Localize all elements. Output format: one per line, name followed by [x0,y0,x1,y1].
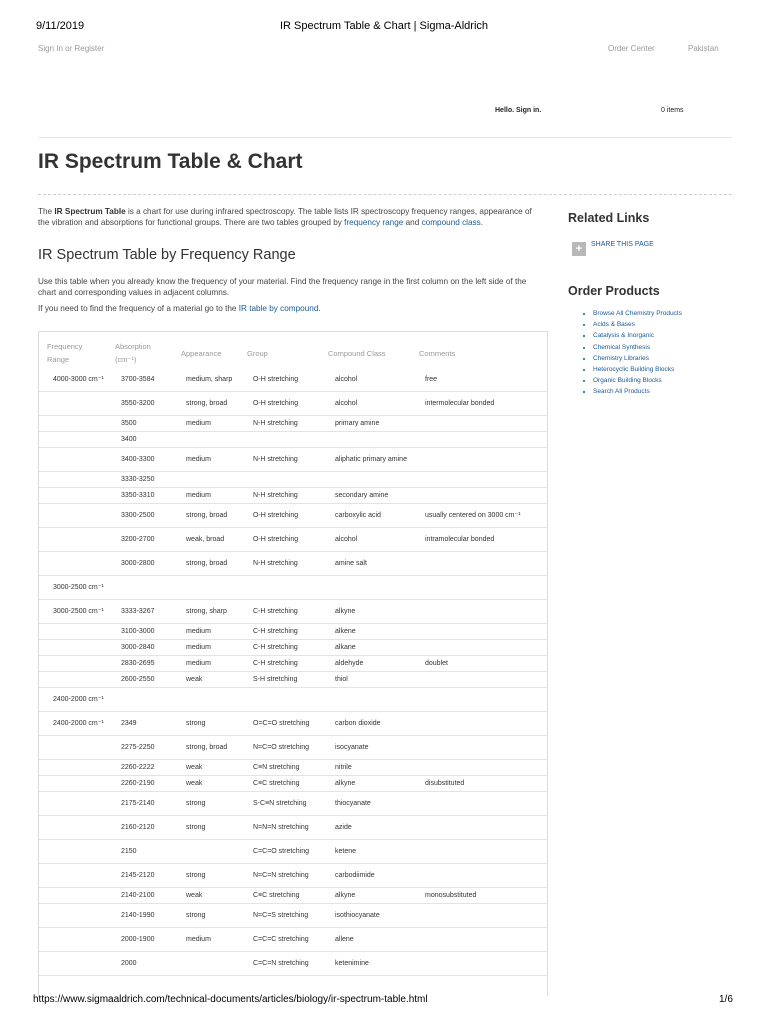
cell-compound-class: aliphatic primary amine [335,455,407,463]
cell-group: O-H stretching [253,511,299,519]
cell-group: N=C=O stretching [253,743,310,751]
table-row [39,576,547,600]
cell-appearance: strong, broad [186,559,228,567]
cell-group: N=C=N stretching [253,871,309,879]
cell-appearance: strong, broad [186,399,228,407]
compound-paragraph: If you need to find the frequency of a material go to the IR table by compound. [38,304,321,313]
table-row [39,928,547,952]
cell-appearance: medium [186,935,211,943]
cell-group: N=C=S stretching [253,911,309,919]
table-row [39,472,547,488]
table-row [39,952,547,976]
cell-group: N-H stretching [253,419,298,427]
product-link[interactable]: • Browse All Chemistry Products [593,308,682,319]
table-row [39,792,547,816]
table-header [39,332,547,368]
cell-absorption: 3400 [121,435,137,443]
cell-compound-class: nitrile [335,763,352,771]
table-row [39,816,547,840]
compound-class-link[interactable]: compound class [421,217,481,227]
header-absorption-2: (cm⁻¹) [115,355,137,364]
cell-appearance: weak [186,675,203,683]
order-center-link[interactable]: Order Center [608,44,655,53]
table-row [39,760,547,776]
table-row [39,656,547,672]
cell-group: C≡N stretching [253,763,300,771]
cell-compound-class: alcohol [335,375,358,383]
cell-absorption: 2000-1900 [121,935,155,943]
table-row [39,776,547,792]
cell-group: C=C=N stretching [253,959,309,967]
header-frequency-2: Range [47,355,70,364]
usage-paragraph: Use this table when you already know the frequency of your material. Find the frequency range in the first column on the left side of the chart and corresponding values in adjacent columns. [38,277,527,297]
intro-bold: IR Spectrum Table [54,207,126,216]
cell-group: C-H stretching [253,659,298,667]
table-row [39,640,547,656]
cell-group: O=C=O stretching [253,719,310,727]
cell-absorption: 3700-3584 [121,375,155,383]
cell-absorption: 3330-3250 [121,475,155,483]
cell-absorption: 2275-2250 [121,743,155,751]
cell-appearance: strong [186,911,206,919]
cell-comments: monosubstituted [425,891,477,899]
intro-paragraph: The IR Spectrum Table is a chart for use during infrared spectroscopy. The table lists IR spectroscopy frequency ranges, appearance of the vibration and absorptions for functional groups. There are two tables grouped by frequency range and compound class. [38,207,532,227]
cell-absorption: 3550-3200 [121,399,155,407]
cell-appearance: medium [186,419,211,427]
cell-frequency: 3000-2500 cm⁻¹ [53,583,104,591]
cell-group: O-H stretching [253,375,299,383]
cell-group: N-H stretching [253,559,298,567]
signin-link[interactable]: Sign In or Register [38,44,105,53]
cell-appearance: medium [186,455,211,463]
cell-compound-class: primary amine [335,419,380,427]
order-products-title: Order Products [568,284,660,298]
cell-appearance: strong, sharp [186,607,227,615]
cell-absorption: 3400-3300 [121,455,155,463]
cell-compound-class: secondary amine [335,491,389,499]
cell-appearance: medium, sharp [186,375,233,383]
cell-frequency: 2400-2000 cm⁻¹ [53,695,104,703]
cell-absorption: 3200-2700 [121,535,155,543]
cell-compound-class: ketenimine [335,959,369,967]
table-row [39,448,547,472]
cell-appearance: strong [186,719,206,727]
cell-compound-class: alcohol [335,399,358,407]
cell-absorption: 2260-2190 [121,779,155,787]
cell-comments: doublet [425,659,448,667]
product-link[interactable]: • Organic Building Blocks [593,375,682,386]
header-divider [38,137,732,138]
table-row [39,736,547,760]
header-compound-class: Compound Class [328,349,386,358]
cell-absorption: 3500 [121,419,137,427]
share-page-link[interactable]: SHARE THIS PAGE [591,241,654,248]
cell-compound-class: thiol [335,675,348,683]
cell-compound-class: carbodiimide [335,871,375,879]
ir-table-by-compound-link[interactable]: IR table by compound [238,304,319,313]
cell-absorption: 3333-3267 [121,607,155,615]
cell-appearance: medium [186,627,211,635]
cell-absorption: 3000-2840 [121,643,155,651]
cell-group: C≡C stretching [253,779,300,787]
cell-group: N-H stretching [253,491,298,499]
cell-absorption: 2000 [121,959,137,967]
header-group: Group [247,349,268,358]
cell-absorption: 2830-2695 [121,659,155,667]
cell-absorption: 2349 [121,719,137,727]
cell-group: N-H stretching [253,455,298,463]
cell-compound-class: carboxylic acid [335,511,381,519]
cell-group: S-H stretching [253,675,298,683]
cell-group: C-H stretching [253,627,298,635]
cell-compound-class: alkyne [335,779,356,787]
cell-group: S-C≡N stretching [253,799,307,807]
cell-absorption: 3300-2500 [121,511,155,519]
frequency-range-link[interactable]: frequency range [344,217,404,227]
print-date: 9/11/2019 [36,20,85,32]
header-comments: Comments [419,349,456,358]
table-row [39,888,547,904]
cell-absorption: 2600-2550 [121,675,155,683]
cell-appearance: strong, broad [186,743,228,751]
cell-compound-class: amine salt [335,559,367,567]
table-row [39,624,547,640]
cell-appearance: strong [186,799,206,807]
cell-compound-class: isocyanate [335,743,369,751]
cell-appearance: medium [186,659,211,667]
cell-compound-class: alkyne [335,607,356,615]
cell-compound-class: aldehyde [335,659,364,667]
product-link[interactable]: • Chemical Synthesis [593,342,682,353]
table-row [39,368,547,392]
header-appearance: Appearance [181,349,222,358]
title-divider [38,194,732,195]
product-link[interactable]: • Acids & Bases [593,319,682,330]
table-body [39,368,547,976]
product-links [582,308,682,398]
hello-signin[interactable]: Hello. Sign in. [495,107,542,114]
cell-absorption: 2140-1990 [121,911,155,919]
cell-group: C=C=C stretching [253,935,309,943]
section-title: IR Spectrum Table by Frequency Range [38,247,296,263]
cell-group: O-H stretching [253,399,299,407]
cell-frequency: 3000-2500 cm⁻¹ [53,607,104,615]
print-title: IR Spectrum Table & Chart | Sigma-Aldrich [279,20,489,32]
cell-appearance: medium [186,491,211,499]
cell-compound-class: ketene [335,847,357,855]
cell-group: O-H stretching [253,535,299,543]
print-url: https://www.sigmaaldrich.com/technical-documents/articles/biology/ir-spectrum-table.html [33,994,428,1005]
product-link[interactable]: • Heterocyclic Building Blocks [593,364,682,375]
table-row [39,392,547,416]
cell-comments: intermolecular bonded [425,399,495,407]
cell-absorption: 3350-3310 [121,491,155,499]
cell-appearance: weak [186,779,203,787]
cell-comments: disubstituted [425,779,465,787]
cell-compound-class: isothiocyanate [335,911,380,919]
cell-compound-class: alkane [335,643,356,651]
table-row [39,432,547,448]
cell-compound-class: carbon dioxide [335,719,381,727]
product-link[interactable]: • Search All Products [593,386,682,397]
header-frequency-1: Frequency [47,342,83,351]
table-row [39,504,547,528]
header-absorption-1: Absorption [115,342,151,351]
ir-frequency-table [38,331,548,996]
table-row [39,672,547,688]
cell-absorption: 3100-3000 [121,627,155,635]
cell-absorption: 2150 [121,847,137,855]
cell-compound-class: alkene [335,627,356,635]
cell-appearance: strong [186,871,206,879]
cell-appearance: strong, broad [186,511,228,519]
print-page-number: 1/6 [719,994,733,1005]
plus-icon[interactable]: + [572,242,586,256]
cell-comments: intramolecular bonded [425,535,495,543]
cell-absorption: 2260-2222 [121,763,155,771]
cell-absorption: 2140-2100 [121,891,155,899]
product-link[interactable]: • Catalysis & Inorganic [593,330,682,341]
cell-absorption: 2145-2120 [121,871,155,879]
table-row [39,488,547,504]
table-row [39,688,547,712]
table-row [39,840,547,864]
cell-comments: usually centered on 3000 cm⁻¹ [425,511,521,519]
cell-compound-class: allene [335,935,354,943]
cell-compound-class: azide [335,823,352,831]
cell-compound-class: thiocyanate [335,799,371,807]
cell-group: N=N=N stretching [253,823,309,831]
cell-compound-class: alkyne [335,891,356,899]
cell-appearance: medium [186,643,211,651]
table-row [39,552,547,576]
cell-frequency: 4000-3000 cm⁻¹ [53,375,104,383]
cell-appearance: strong [186,823,206,831]
table-row [39,600,547,624]
cell-frequency: 2400-2000 cm⁻¹ [53,719,104,727]
table-row [39,712,547,736]
cell-compound-class: alcohol [335,535,358,543]
cell-absorption: 2175-2140 [121,799,155,807]
cell-absorption: 3000-2800 [121,559,155,567]
cell-appearance: weak [186,763,203,771]
cart-items[interactable]: 0 items [661,107,684,114]
cell-absorption: 2160-2120 [121,823,155,831]
cell-appearance: weak, broad [186,535,225,543]
cell-comments: free [425,375,438,383]
cell-appearance: weak [186,891,203,899]
table-row [39,864,547,888]
related-links-title: Related Links [568,211,650,225]
page-title: IR Spectrum Table & Chart [38,150,303,173]
table-row [39,904,547,928]
cell-group: C-H stretching [253,607,298,615]
cell-group: C≡C stretching [253,891,300,899]
country-selector[interactable]: Pakistan [688,44,719,53]
table-row [39,528,547,552]
cell-group: C-H stretching [253,643,298,651]
table-row [39,416,547,432]
product-link[interactable]: • Chemistry Libraries [593,353,682,364]
cell-group: C=C=O stretching [253,847,310,855]
